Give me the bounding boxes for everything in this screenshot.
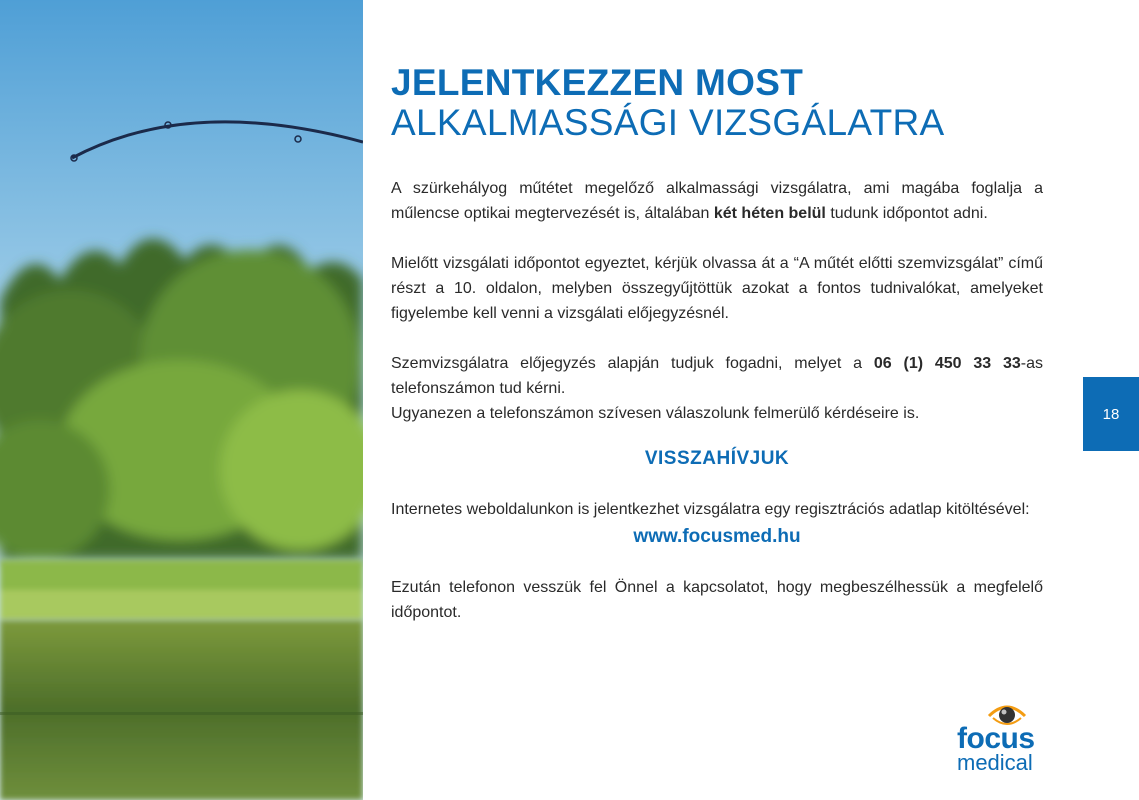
phone-number: 06 (1) 450 33 33 [873,355,1021,372]
text: Szemvizsgálatra előjegyzés alapján tudjuk fogadni, melyet a [391,355,874,372]
paragraph-exam-booking [391,176,1043,226]
text: Ugyanezen a telefonszámon szívesen válaszolunk felmerülő kérdéseire is. [391,405,920,422]
paragraph-phone [391,351,1043,426]
text: -as telefonszámon tud kérni. [391,355,1043,397]
logo-text-medical: medical [957,750,1033,775]
paragraph-reading-note: Mielőtt vizsgálati időpontot egyeztet, kérjük olvassa át a “A műtét előtti szemvizsgálat” című részt a 10. oldalon, melyben összegyűjtöttük azokat a fontos tudnivalókat, amelyeket figyelembe kell venni a vizsgálati előjegyzésnél. [391,255,1043,322]
page-number-tab [1083,377,1139,451]
main-content [391,62,1043,625]
paragraph-online-registration: Internetes weboldalunkon is jelentkezhet vizsgálatra egy regisztrációs adatlap kitöltésével: [391,501,1030,518]
focus-medical-logo [953,700,1053,780]
paragraph-closing: Ezután telefonon vesszük fel Önnel a kapcsolatot, hogy megbeszélhessük a megfelelő időpontot. [391,579,1043,621]
spacer [391,326,1043,351]
website-link[interactable]: www.focusmed.hu [633,526,801,547]
page-title: JELENTKEZZEN MOST [391,62,804,103]
spacer [391,226,1043,251]
page-subtitle: ALKALMASSÁGI VIZSGÁLATRA [391,102,945,143]
text: tudunk időpontot adni. [825,205,988,222]
page-number: 18 [1102,405,1120,423]
logo-text-focus: focus [957,722,1035,755]
callback-heading: VISSZAHÍVJUK [644,448,790,469]
emphasis-two-weeks: két héten belül [713,205,826,222]
lake-fishing-photo [0,0,363,800]
text: A szürkehályog műtétet megelőző alkalmassági vizsgálatra, ami magába foglalja a műlencse optikai megtervezését is, általában [391,180,1043,222]
